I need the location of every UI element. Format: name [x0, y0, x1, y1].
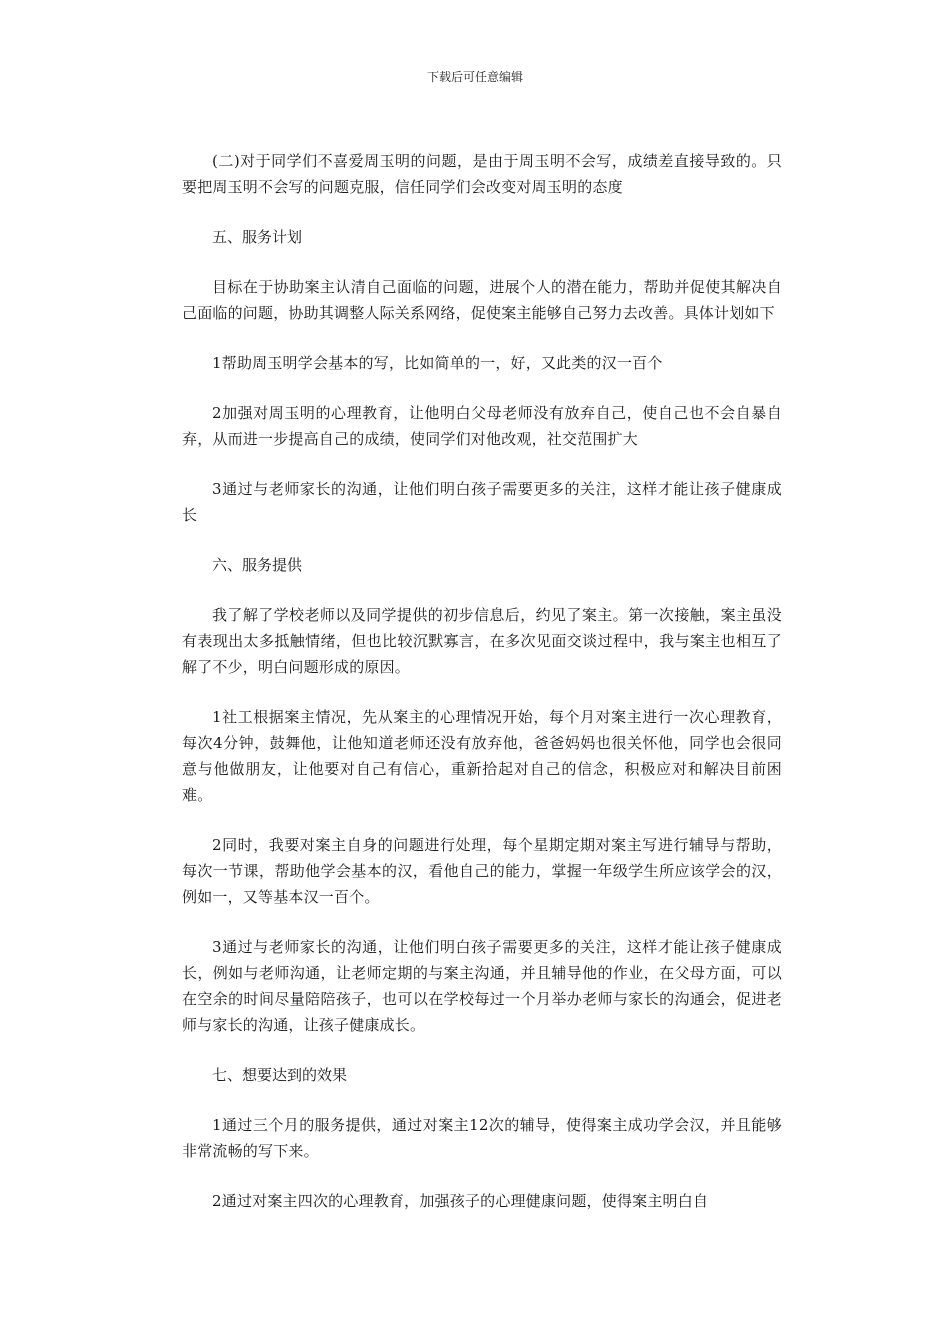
effect-item-1: 1通过三个月的服务提供，通过对案主12次的辅导，使得案主成功学会汉，并且能够非常流畅的写下来。 [182, 1116, 782, 1160]
service-item-2: 2同时，我要对案主自身的问题进行处理，每个星期定期对案主写进行辅导与帮助，每次一节课，帮助他学会基本的汉，看他自己的能力，掌握一年级学生所应该学会的汉，例如一，又等基本汉一百个。 [182, 836, 782, 906]
page-header: 下载后可任意编辑 [426, 70, 523, 84]
section-heading-7: 七、想要达到的效果 [212, 1066, 348, 1084]
paragraph-2-note: (二)对于同学们不喜爱周玉明的问题，是由于周玉明不会写，成绩差直接导致的。只要把周玉明不会写的问题克服，信任同学们会改变对周玉明的态度 [182, 152, 782, 196]
section-heading-5: 五、服务计划 [212, 228, 303, 246]
paragraph-service-intro: 我了解了学校老师以及同学提供的初步信息后，约见了案主。第一次接触，案主虽没有表现出太多抵触情绪，但也比较沉默寡言，在多次见面交谈过程中，我与案主也相互了解了不少，明白问题形成的原因。 [182, 606, 782, 676]
paragraph-goal: 目标在于协助案主认清自己面临的问题，进展个人的潜在能力，帮助并促使其解决自己面临的问题，协助其调整人际关系网络，促使案主能够自己努力去改善。具体计划如下 [182, 278, 782, 322]
service-item-1: 1社工根据案主情况，先从案主的心理情况开始，每个月对案主进行一次心理教育，每次4分钟，鼓舞他，让他知道老师还没有放弃他，爸爸妈妈也很关怀他，同学也会很同意与他做朋友，让他要对自己有信心，重新拾起对自己的信念，积极应对和解决目前困难。 [182, 708, 782, 804]
plan-item-2: 2加强对周玉明的心理教育，让他明白父母老师没有放弃自己，使自己也不会自暴自弃，从而进一步提高自己的成绩，使同学们对他改观，社交范围扩大 [182, 404, 782, 448]
effect-item-2: 2通过对案主四次的心理教育，加强孩子的心理健康问题，使得案主明白自 [212, 1192, 709, 1210]
service-item-3: 3通过与老师家长的沟通，让他们明白孩子需要更多的关注，这样才能让孩子健康成长，例如与老师沟通，让老师定期的与案主沟通，并且辅导他的作业，在父母方面，可以在空余的时间尽量陪陪孩子，也可以在学校每过一个月举办老师与家长的沟通会，促进老师与家长的沟通，让孩子健康成长。 [182, 938, 782, 1034]
section-heading-6: 六、服务提供 [212, 556, 303, 574]
plan-item-3: 3通过与老师家长的沟通，让他们明白孩子需要更多的关注，这样才能让孩子健康成长 [182, 480, 782, 524]
plan-item-1: 1帮助周玉明学会基本的写，比如简单的一，好，又此类的汉一百个 [212, 354, 663, 372]
document-body [182, 148, 782, 1238]
